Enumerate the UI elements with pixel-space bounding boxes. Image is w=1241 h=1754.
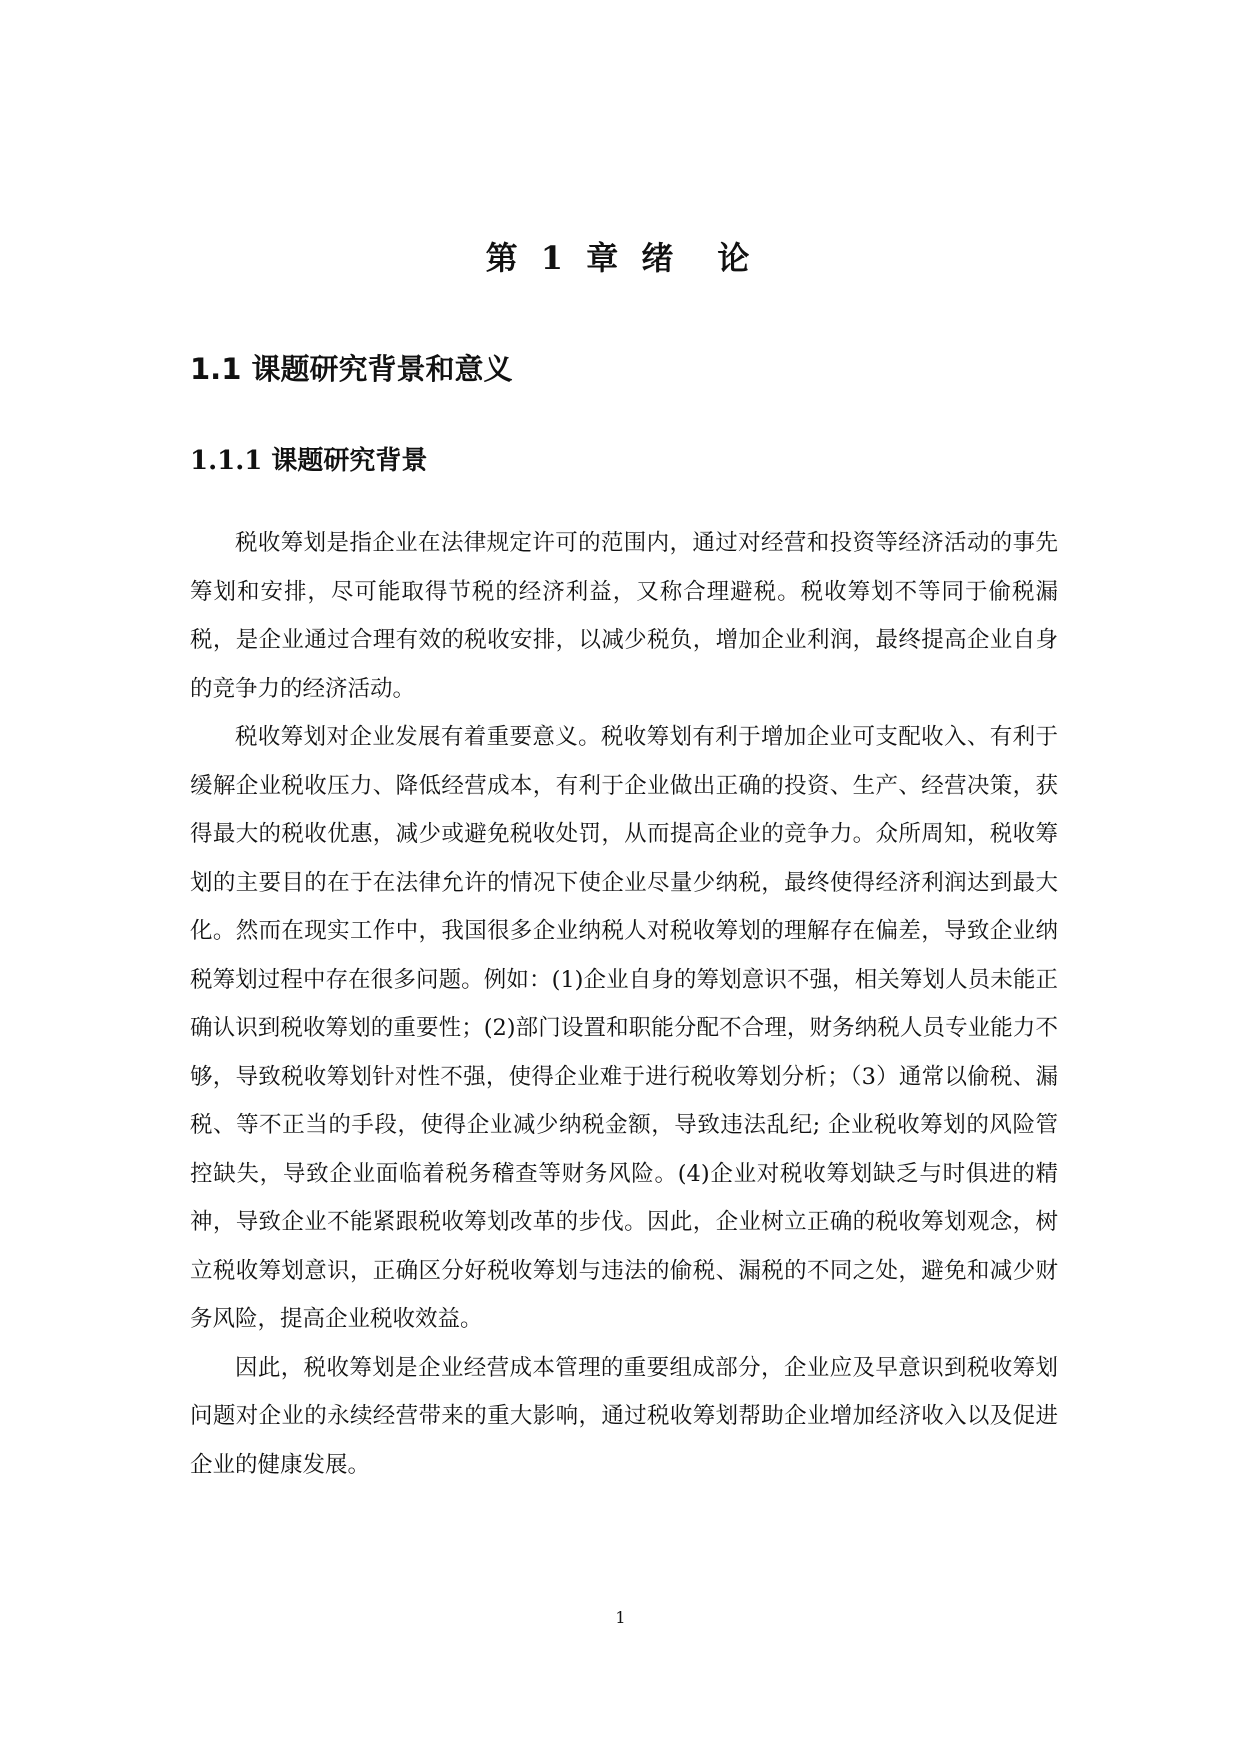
page-number: 1 <box>615 1608 626 1627</box>
paragraph-1: 税收筹划是指企业在法律规定许可的范围内，通过对经营和投资等经济活动的事先筹划和安排，尽可能取得节税的经济利益，又称合理避税。税收筹划不等同于偷税漏税，是企业通过合理有效的税收安排，以减少税负，增加企业利润，最终提高企业自身的竞争力的经济活动。 <box>190 530 1058 702</box>
chapter-title: 第 1 章 绪 论 <box>485 239 756 277</box>
subsection-heading: 1.1.1 课题研究背景 <box>190 446 428 476</box>
section-heading: 1.1 课题研究背景和意义 <box>190 352 513 386</box>
paragraph-2: 税收筹划对企业发展有着重要意义。税收筹划有利于增加企业可支配收入、有利于缓解企业税收压力、降低经营成本，有利于企业做出正确的投资、生产、经营决策，获得最大的税收优惠，减少或避免税收处罚，从而提高企业的竞争力。众所周知，税收筹划的主要目的在于在法律允许的情况下使企业尽量少纳税，最终使得经济利润达到最大化。然而在现实工作中，我国很多企业纳税人对税收筹划的理解存在偏差，导致企业纳税筹划过程中存在很多问题。例如：(1)企业自身的筹划意识不强，相关筹划人员未能正确认识到税收筹划的重要性；(2)部门设置和职能分配不合理，财务纳税人员专业能力不够，导致税收筹划针对性不强，使得企业难于进行税收筹划分析；（3）通常以偷税、漏税、等不正当的手段，使得企业减少纳税金额，导致违法乱纪; 企业税收筹划的风险管控缺失，导致企业面临着税务稽查等财务风险。(4)企业对税收筹划缺乏与时俱进的精神，导致企业不能紧跟税收筹划改革的步伐。因此，企业树立正确的税收筹划观念，树立税收筹划意识，正确区分好税收筹划与违法的偷税、漏税的不同之处，避免和减少财务风险，提高企业税收效益。 <box>190 724 1058 1332</box>
paragraph-3: 因此，税收筹划是企业经营成本管理的重要组成部分，企业应及早意识到税收筹划问题对企业的永续经营带来的重大影响，通过税收筹划帮助企业增加经济收入以及促进企业的健康发展。 <box>190 1354 1058 1478</box>
body-text <box>190 519 1058 1489</box>
